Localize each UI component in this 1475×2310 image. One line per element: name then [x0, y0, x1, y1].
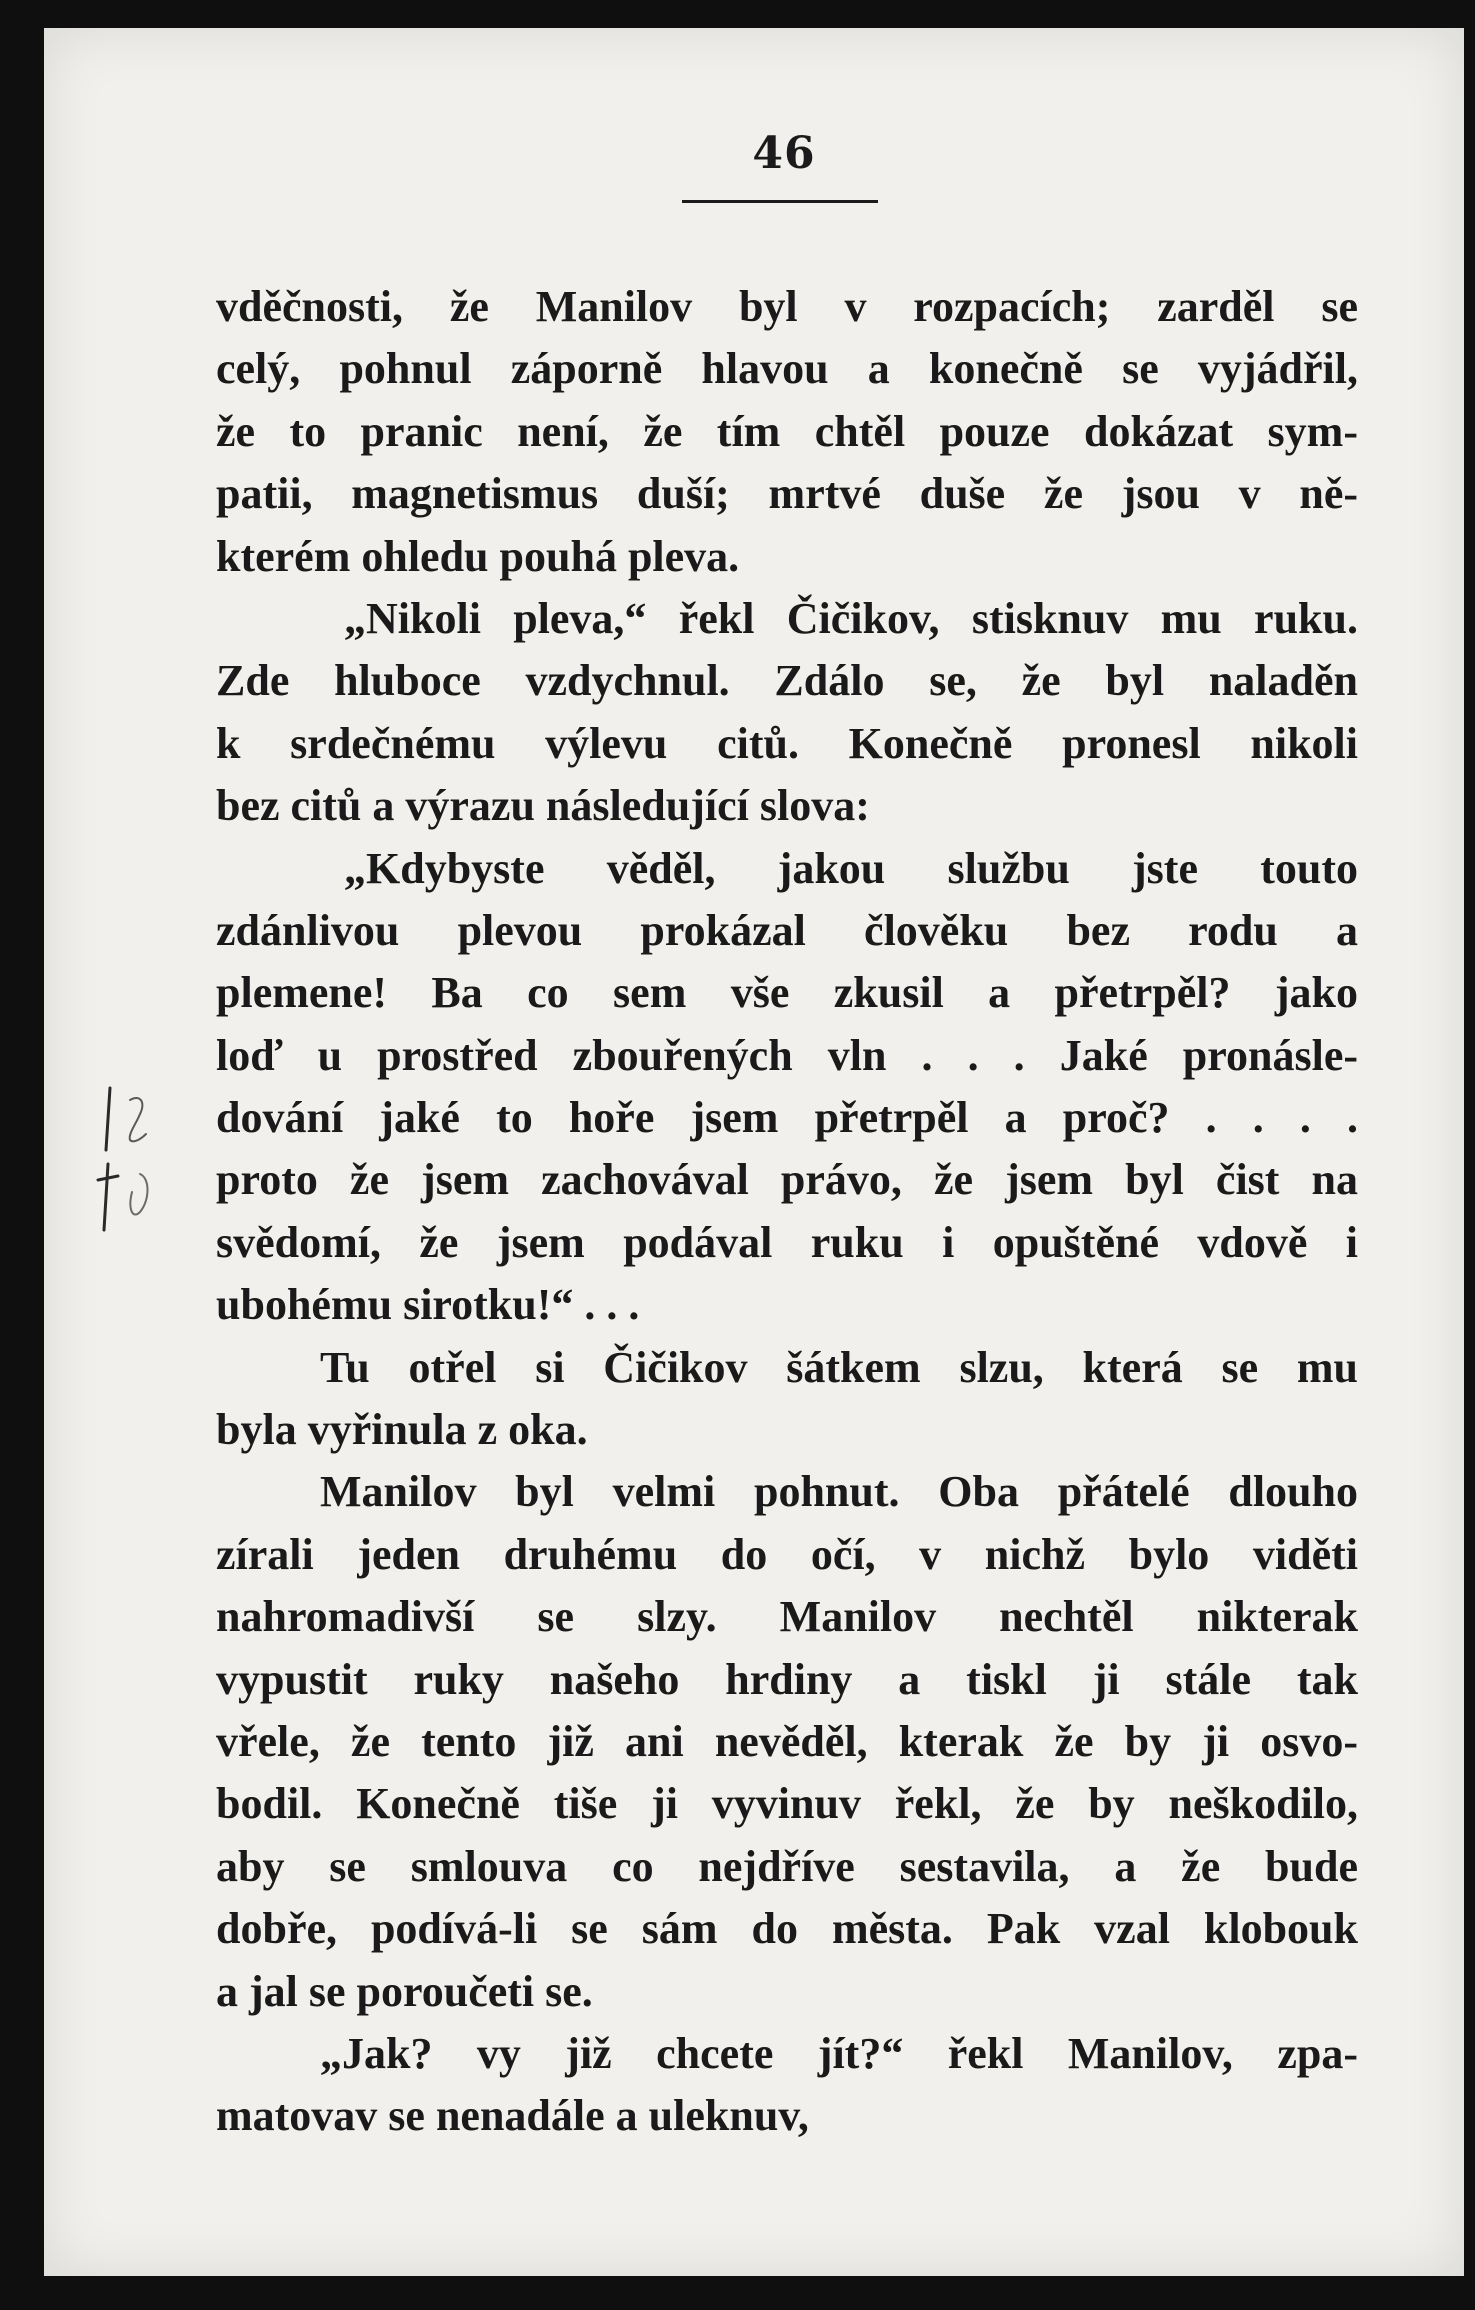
book-page: [44, 28, 1464, 2276]
text-line: „Nikoli pleva,“ řekl Čičikov, stisknuv mu ruku.: [344, 593, 1358, 643]
text-line: aby se smlouva co nejdříve sestavila, a že bude: [216, 1841, 1358, 1891]
text-line: Manilov byl velmi pohnut. Oba přátelé dlouho: [320, 1467, 1358, 1517]
text-line: k srdečnému výlevu citů. Konečně pronesl nikoli: [216, 718, 1358, 768]
text-line: dování jaké to hoře jsem přetrpěl a proč? . . . .: [216, 1093, 1358, 1143]
text-line: a jal se poroučeti se.: [216, 1966, 593, 2016]
text-line: vřele, že tento již ani nevěděl, kterak že by ji osvo-: [216, 1716, 1358, 1766]
text-line: Tu otřel si Čičikov šátkem slzu, která se mu: [320, 1342, 1358, 1392]
page-number: 46: [752, 128, 816, 179]
text-line: dobře, podívá-li se sám do města. Pak vzal klobouk: [216, 1904, 1358, 1954]
body-text: [216, 276, 1358, 2148]
text-line: plemene! Ba co sem vše zkusil a přetrpěl? jako: [216, 968, 1358, 1018]
text-line: vděčnosti, že Manilov byl v rozpacích; zarděl se: [216, 282, 1358, 331]
text-line: loď u prostřed zbouřených vln . . . Jaké pronásle-: [216, 1030, 1358, 1080]
text-line: byla vyřinula z oka.: [216, 1405, 588, 1455]
text-line: zdánlivou plevou prokázal člověku bez rodu a: [216, 905, 1358, 955]
text-line: matovav se nenadále a uleknuv,: [216, 2091, 809, 2141]
text-line: bodil. Konečně tiše ji vyvinuv řekl, že by neškodilo,: [216, 1779, 1358, 1829]
text-line: „Jak? vy již chcete jít?“ řekl Manilov, zpa-: [320, 2028, 1358, 2078]
text-line: ubohému sirotku!“ . . .: [216, 1280, 640, 1330]
text-line: svědomí, že jsem podával ruku i opuštěné vdově i: [216, 1217, 1358, 1267]
text-line: „Kdybyste věděl, jakou službu jste touto: [344, 843, 1358, 893]
text-line: Zde hluboce vzdychnul. Zdálo se, že byl naladěn: [216, 656, 1358, 706]
text-line: nahromadivší se slzy. Manilov nechtěl nikterak: [216, 1592, 1358, 1642]
handwritten-margin-note: [96, 1080, 166, 1270]
text-line: zírali jeden druhému do očí, v nichž bylo viděti: [216, 1529, 1358, 1579]
text-line: proto že jsem zachovával právo, že jsem byl čist na: [216, 1155, 1358, 1205]
text-line: kterém ohledu pouhá pleva.: [216, 531, 740, 581]
header-rule: [682, 200, 878, 203]
text-line: patii, magnetismus duší; mrtvé duše že jsou v ně-: [216, 469, 1358, 519]
text-line: bez citů a výrazu následující slova:: [216, 781, 870, 831]
text-line: že to pranic není, že tím chtěl pouze dokázat sym-: [216, 406, 1358, 456]
text-line: celý, pohnul záporně hlavou a konečně se vyjádřil,: [216, 344, 1358, 394]
text-line: vypustit ruky našeho hrdiny a tiskl ji stále tak: [216, 1654, 1358, 1704]
